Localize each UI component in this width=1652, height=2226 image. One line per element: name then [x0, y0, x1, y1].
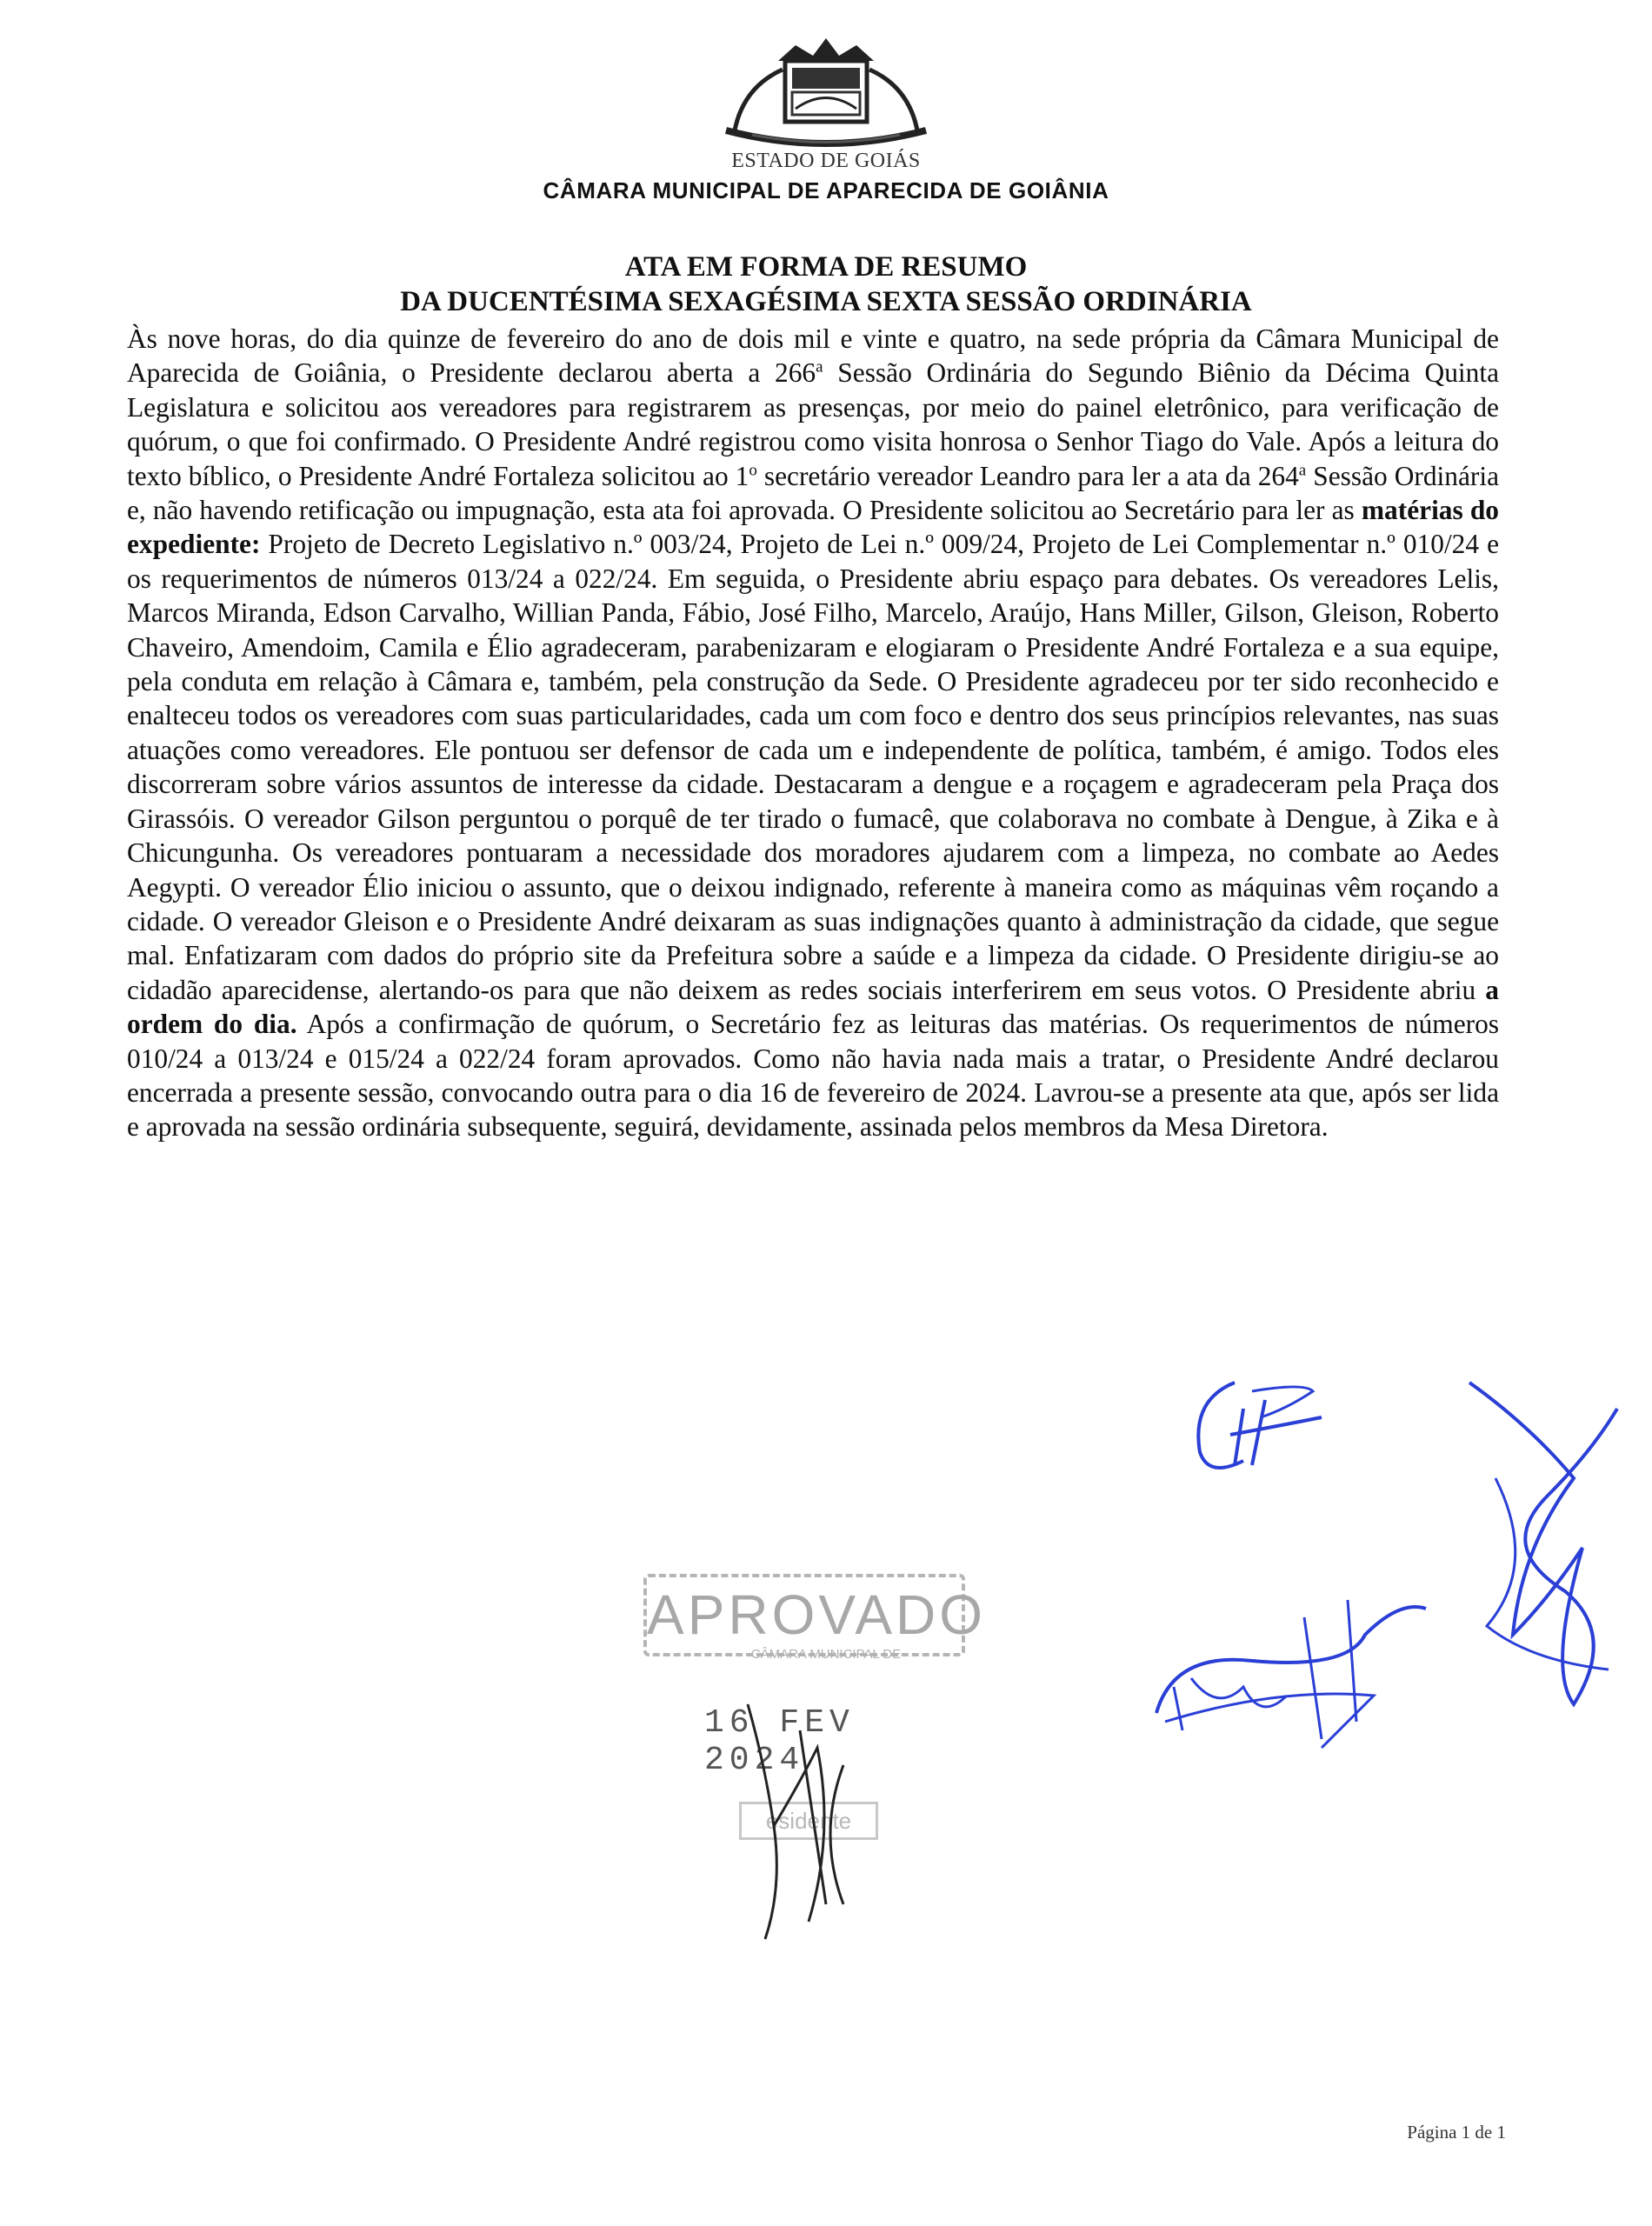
body-segment: Sessão Ordinária do Segundo Biênio da Décima Quinta Legislatura e solicitou aos vereadores para registrarem as presenças, por meio do painel eletrônico, para verificação de quórum, o que foi confirmado. O Presidente André registrou como visita honrosa o Senhor Tiago do Vale. Após a leitura do texto bíblico, o Presidente André Fortaleza solicitou ao 1 [127, 357, 1499, 491]
signature-stamp-overlay [713, 1696, 887, 1948]
document-title [0, 250, 1652, 319]
stamp-date: 16 FEV 2024 [704, 1704, 855, 1779]
bold-expediente: matérias do expediente: [127, 495, 1499, 560]
header-state: ESTADO DE GOIÁS [731, 150, 921, 172]
ordinal-sup: a [1298, 461, 1307, 480]
title-line-2: DA DUCENTÉSIMA SEXAGÉSIMA SEXTA SESSÃO ORDINÁRIA [400, 286, 1252, 317]
page-number: Página 1 de 1 [1407, 2122, 1506, 2143]
title-line-1: ATA EM FORMA DE RESUMO [624, 251, 1028, 283]
signature-right [1443, 1374, 1643, 1722]
stamp-approved-label: APROVADO [643, 1574, 965, 1656]
minutes-body [127, 322, 1499, 1144]
body-segment: secretário vereador Leandro para ler a ata da 264 [756, 460, 1299, 491]
signature-middle [1148, 1583, 1435, 1756]
body-segment: Projeto de Decreto Legislativo n.º 003/24, Projeto de Lei n.º 009/24, Projeto de Lei Complementar n.º 010/24 e os requerimentos de números 013/24 a 022/24. Em seguida, o Presidente abriu espaço para debates. Os vereadores Lelis, Marcos Miranda, Edson Carvalho, Willian Panda, Fábio, José Filho, Marcelo, Araújo, Hans Miller, Gilson, Gleison, Roberto Chaveiro, Amendoim, Camila e Élio agradeceram, parabenizaram e elogiaram o Presidente André Fortaleza e a sua equipe, pela conduta em relação à Câmara e, também, pela construção da Sede. O Presidente agradeceu por ter sido reconhecido e enalteceu todos os vereadores com suas particularidades, cada um com foco e dentro dos seus princípios relevantes, nas suas atuações como vereadores. Ele pontuou ser defensor de cada um e independente de política, também, é amigo. Todos eles discorreram sobre vários assuntos de interesse da cidade. Destacaram a dengue e a roçagem e agradeceram pela Praça dos Girassóis. O vereador Gilson perguntou o porquê de ter tirado o fumacê, que colaborava no combate à Dengue, à Zika e à Chicungunha. Os vereadores pontuaram a necessidade dos moradores ajudarem com a limpeza, no combate ao Aedes Aegypti. O vereador Élio iniciou o assunto, que o deixou indignado, referente à maneira como as máquinas vêm roçando a cidade. O vereador Gleison e o Presidente André deixaram as suas indignações quanto à administração da cidade, que segue mal. Enfatizaram com dados do próprio site da Prefeitura sobre a saúde e a limpeza da cidade. O Presidente dirigiu-se ao cidadão aparecidense, alertando-os para que não deixem as redes sociais interferirem em seus votos. O Presidente abriu [127, 529, 1499, 1005]
bold-ordem-do-dia: a ordem do dia. [127, 974, 1499, 1040]
header-organization: CÂMARA MUNICIPAL DE APARECIDA DE GOIÂNIA [543, 177, 1109, 203]
stamp-role: esidente [739, 1802, 878, 1840]
municipal-coat-of-arms-icon [691, 26, 961, 148]
body-segment: Após a confirmação de quórum, o Secretário fez as leituras das matérias. Os requerimentos de números 010/24 a 013/24 e 015/24 a 022/24 foram aprovados. Como não havia nada mais a tratar, o Presidente André declarou encerrada a presente sessão, convocando outra para o dia 16 de fevereiro de 2024. Lavrou-se a presente ata que, após ser lida e aprovada na sessão ordinária subsequente, seguirá, devidamente, assinada pelos membros da Mesa Diretora. [127, 1009, 1499, 1143]
body-segment: Às nove horas, do dia quinze de fevereiro do ano de dois mil e vinte e quatro, na sede própria da Câmara Municipal de Aparecida de Goiânia, o Presidente declarou aberta a 266 [127, 323, 1499, 389]
stamp-organization: CÂMARA MUNICIPAL DE [750, 1647, 902, 1662]
body-segment: Sessão Ordinária e, não havendo retificação ou impugnação, esta ata foi aprovada. O Presidente solicitou ao Secretário para ler as [127, 460, 1500, 526]
signature-initials [1182, 1365, 1339, 1487]
ordinal-sup: o [749, 461, 757, 480]
ordinal-sup: a [816, 357, 823, 377]
approval-stamp [643, 1574, 986, 1835]
